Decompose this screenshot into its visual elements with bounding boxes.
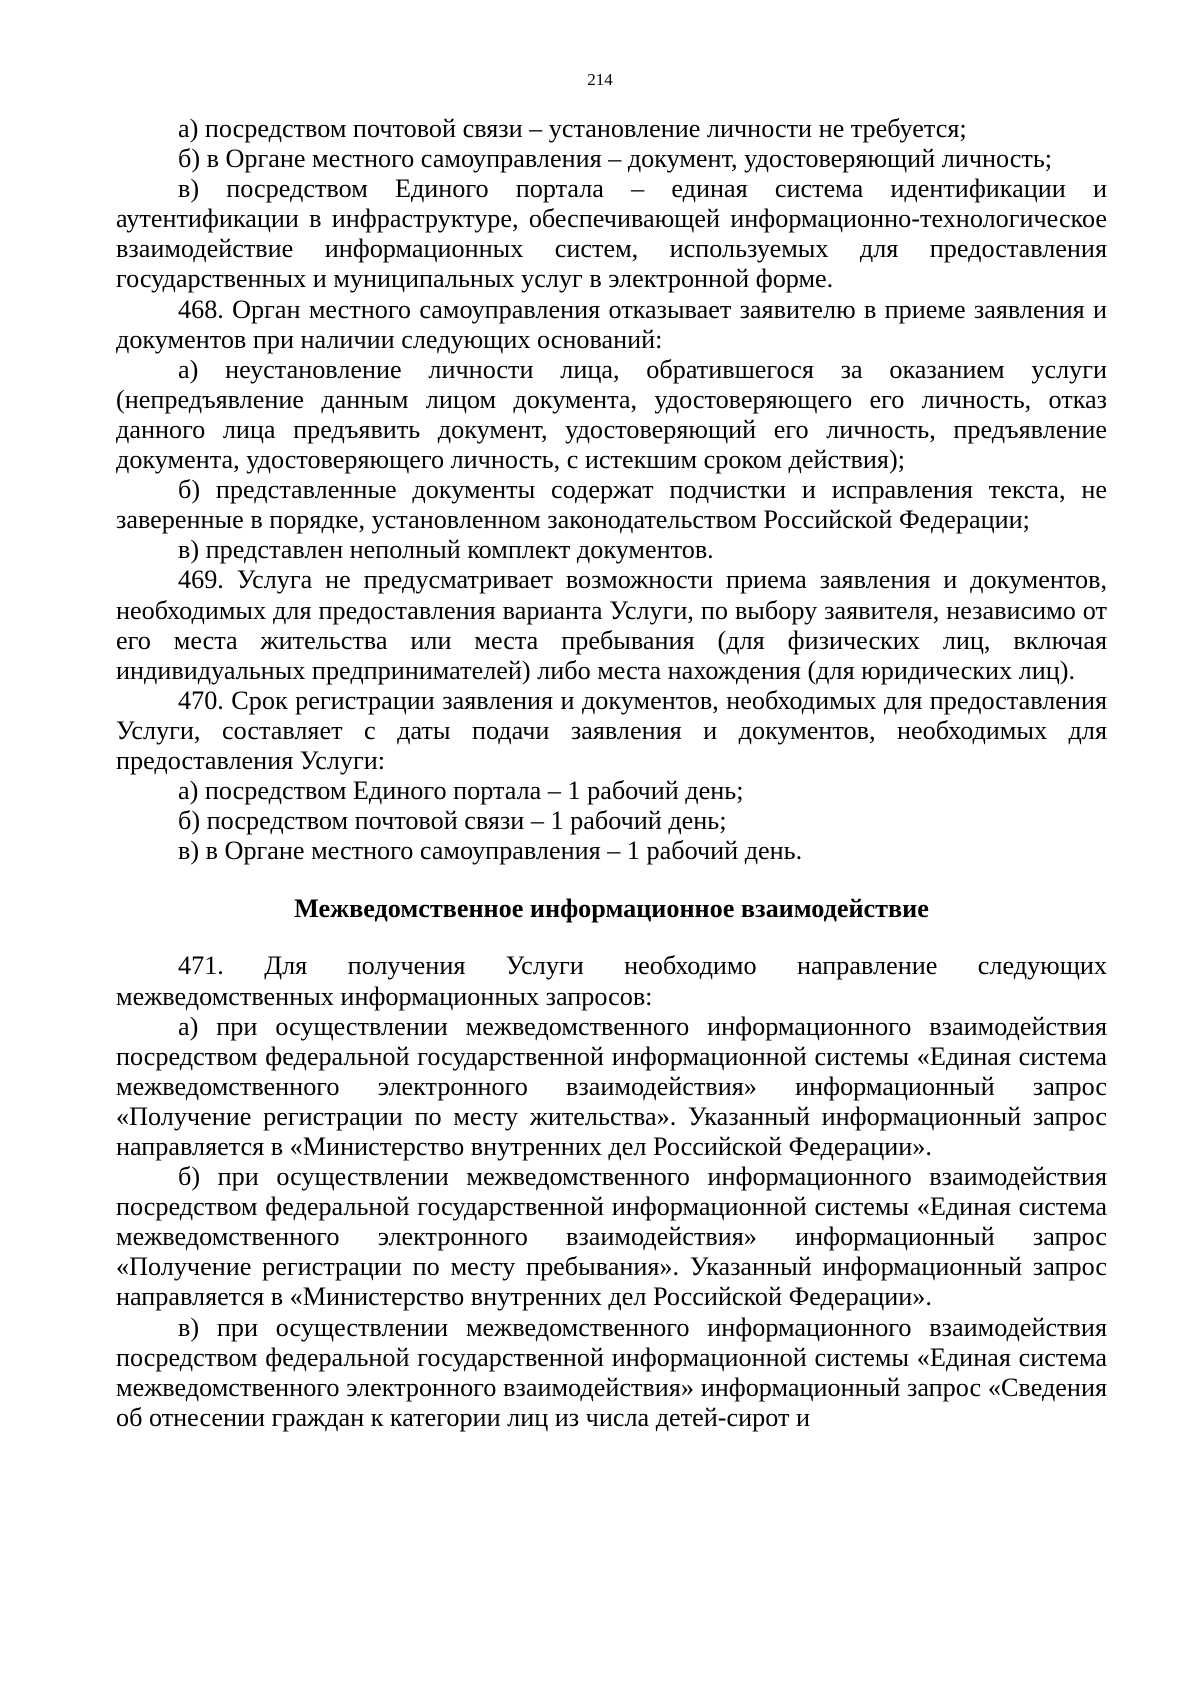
paragraph-468-c: в) представлен неполный комплект документов. xyxy=(178,535,714,565)
page-number: 214 xyxy=(587,70,613,89)
paragraph-a-postal-identity: а) посредством почтовой связи – установление личности не требуется; xyxy=(178,114,967,143)
paragraph-470-a: а) посредством Единого портала – 1 рабочий день; xyxy=(178,776,744,806)
paragraph-471-b: б) при осуществлении межведомственного информационного взаимодействия посредством федеральной государственной информационной системы «Единая система межведомственного электронного взаимодействия» информационный запрос «Получение регистрации по месту пребывания». Указанный информационный запрос направляется в «Министерство внутренних дел Российской Федерации». xyxy=(116,1162,1107,1312)
paragraph-470-b: б) посредством почтовой связи – 1 рабочий день; xyxy=(178,806,727,836)
paragraph-469: 469. Услуга не предусматривает возможности приема заявления и документов, необходимых для предоставления варианта Услуги, по выбору заявителя, независимо от его места жительства или места пребывания (для физических лиц, включая индивидуальных предпринимателей) либо места нахождения (для юридических лиц). xyxy=(116,565,1107,685)
paragraph-470-c: в) в Органе местного самоуправления – 1 рабочий день. xyxy=(178,836,803,866)
paragraph-468: 468. Орган местного самоуправления отказывает заявителю в приеме заявления и документов при наличии следующих оснований: xyxy=(116,294,1107,354)
document-body xyxy=(116,114,1107,1433)
paragraph-471: 471. Для получения Услуги необходимо направление следующих межведомственных информационных запросов: xyxy=(116,951,1107,1011)
paragraph-c-portal-identity: в) посредством Единого портала – единая система идентификации и аутентификации в инфраструктуре, обеспечивающей информационно-технологическое взаимодействие информационных систем, используемых для предоставления государственных и муниципальных услуг в электронной форме. xyxy=(116,174,1107,294)
paragraph-b-local-authority-identity: б) в Органе местного самоуправления – документ, удостоверяющий личность; xyxy=(178,144,1053,174)
paragraph-471-a: а) при осуществлении межведомственного информационного взаимодействия посредством федеральной государственной информационной системы «Единая система межведомственного электронного взаимодействия» информационный запрос «Получение регистрации по месту жительства». Указанный информационный запрос направляется в «Министерство внутренних дел Российской Федерации». xyxy=(116,1011,1107,1161)
section-heading: Межведомственное информационное взаимодействие xyxy=(294,894,929,924)
paragraph-468-a: а) неустановление личности лица, обратившегося за оказанием услуги (непредъявление данным лицом документа, удостоверяющего его личность, отказ данного лица предъявить документ, удостоверяющий его личность, предъявление документа, удостоверяющего личность, с истекшим сроком действия); xyxy=(116,354,1107,475)
paragraph-471-c: в) при осуществлении межведомственного информационного взаимодействия посредством федеральной государственной информационной системы «Единая система межведомственного электронного взаимодействия» информационный запрос «Сведения об отнесении граждан к категории лиц из числа детей-сирот и xyxy=(116,1312,1107,1432)
paragraph-470: 470. Срок регистрации заявления и документов, необходимых для предоставления Услуги, составляет с даты подачи заявления и документов, необходимых для предоставления Услуги: xyxy=(116,685,1107,775)
paragraph-468-b: б) представленные документы содержат подчистки и исправления текста, не заверенные в порядке, установленном законодательством Российской Федерации; xyxy=(116,475,1107,535)
